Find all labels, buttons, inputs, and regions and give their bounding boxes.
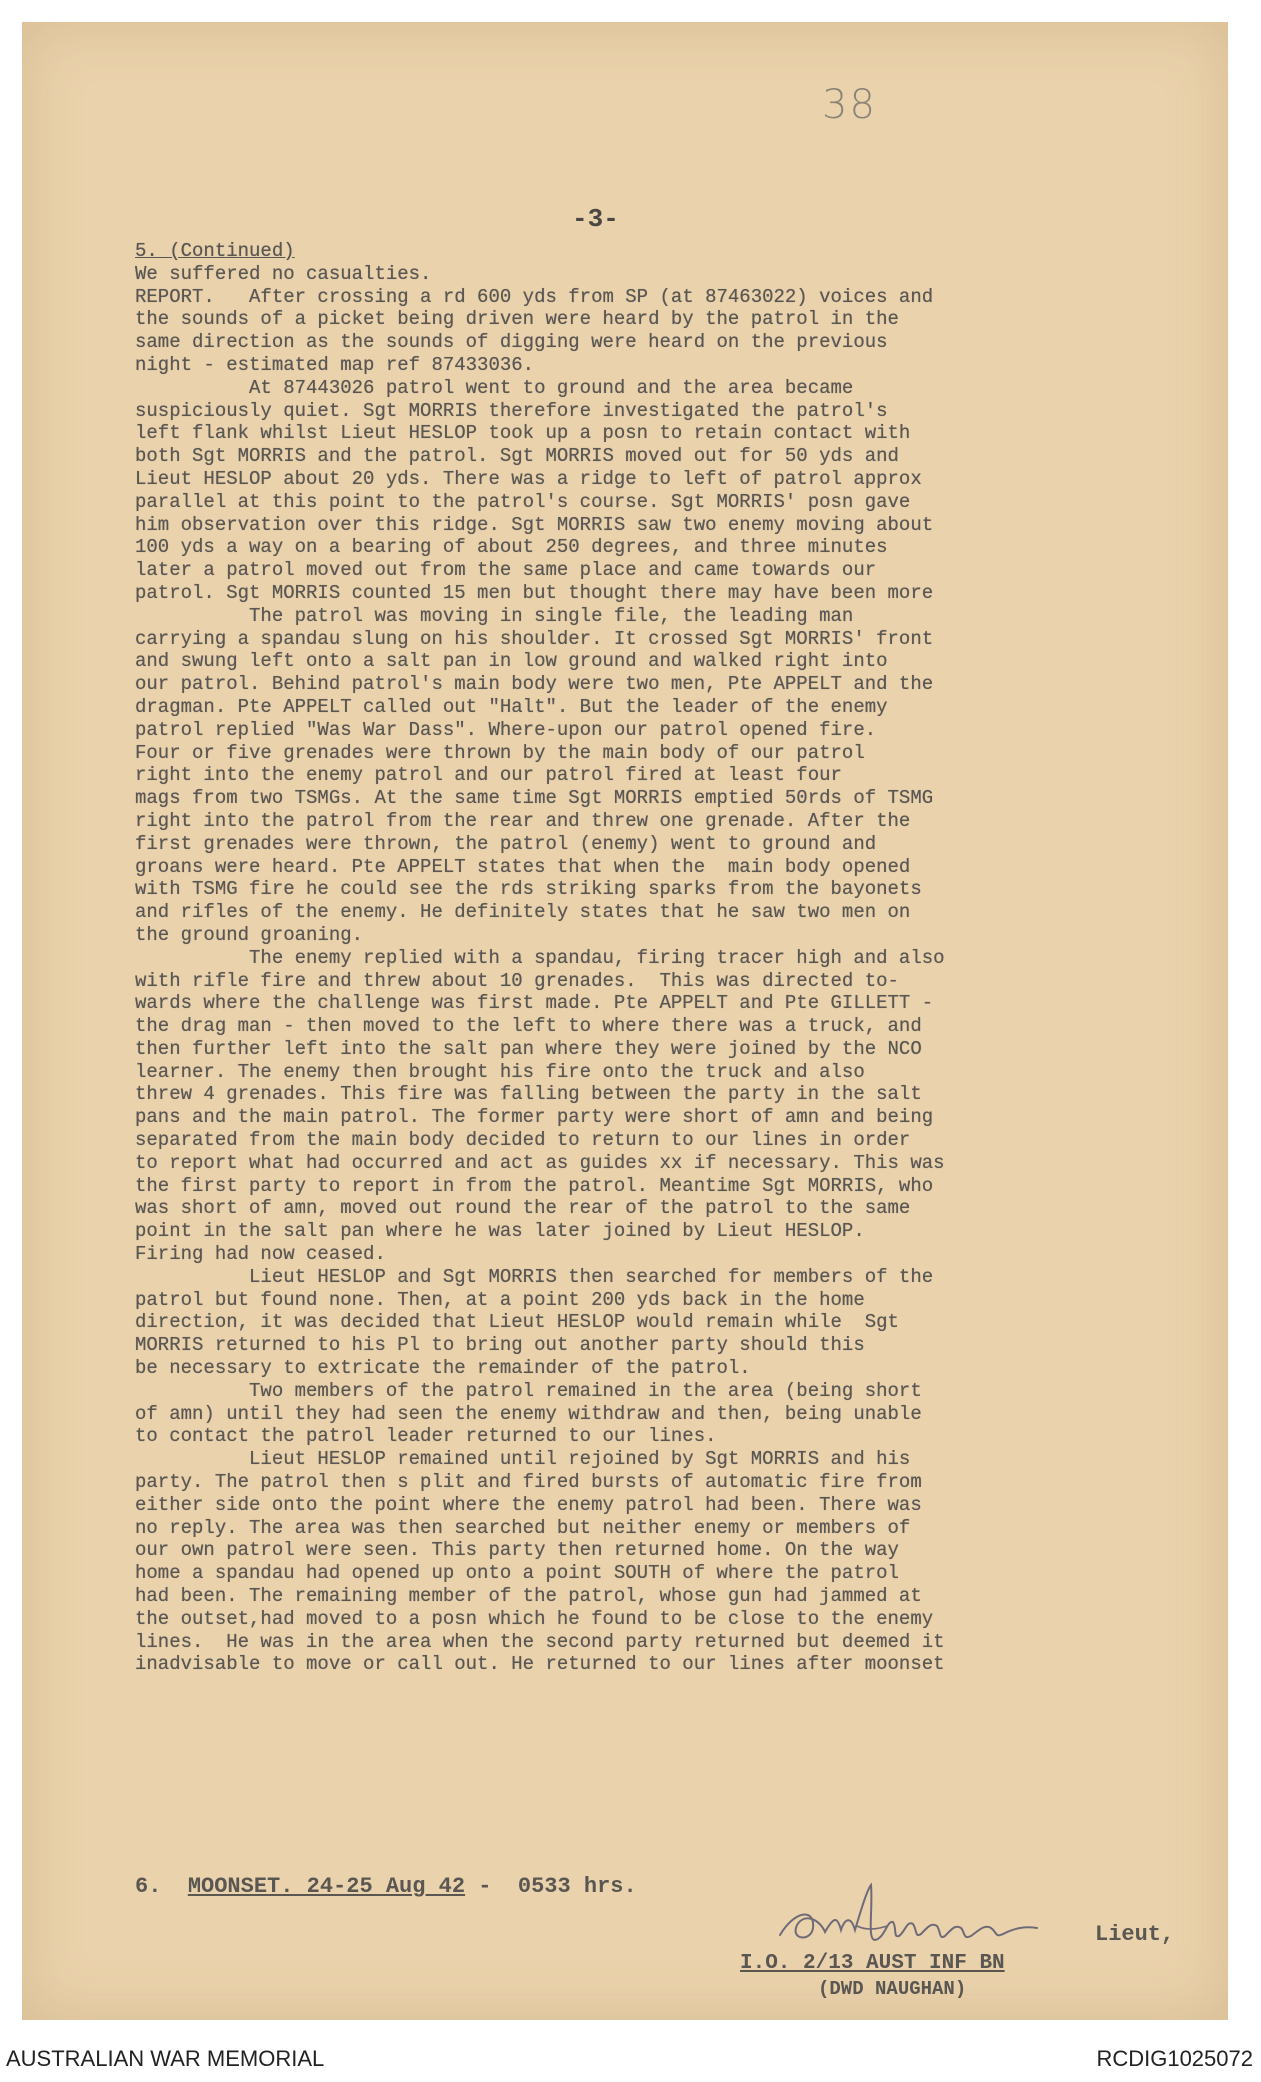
section-6-number: 6. (135, 1874, 162, 1899)
body-line: wards where the challenge was first made. Pte APPELT and Pte GILLETT - (135, 992, 934, 1015)
body-line: 5. (Continued) (135, 240, 295, 262)
body-line: groans were heard. Pte APPELT states that when the main body opened (135, 855, 911, 878)
body-line: the sounds of a picket being driven were heard by the patrol in the (135, 308, 899, 331)
body-line: suspiciously quiet. Sgt MORRIS therefore investigated the patrol's (135, 399, 888, 422)
body-line: inadvisable to move or call out. He returned to our lines after moonset (135, 1653, 945, 1676)
footer-reference-id: RCDIG1025072 (1096, 2046, 1253, 2071)
body-line: lines. He was in the area when the second party returned but deemed it (135, 1630, 945, 1653)
body-line: him observation over this ridge. Sgt MORRIS saw two enemy moving about (135, 513, 934, 536)
body-line: was short of amn, moved out round the rear of the patrol to the same (135, 1197, 911, 1220)
body-line: right into the enemy patrol and our patrol fired at least four (135, 764, 842, 787)
body-line: with TSMG fire he could see the rds striking sparks from the bayonets (135, 878, 922, 901)
body-line: first grenades were thrown, the patrol (enemy) went to ground and (135, 832, 877, 855)
body-line: We suffered no casualties. (135, 262, 432, 285)
body-line: threw 4 grenades. This fire was falling between the party in the salt (135, 1083, 922, 1106)
footer-institution-label: AUSTRALIAN WAR MEMORIAL (6, 2046, 325, 2071)
body-line: and rifles of the enemy. He definitely states that he saw two men on (135, 901, 911, 924)
section-6-time: - 0533 hrs. (465, 1874, 637, 1899)
body-line: point in the salt pan where he was later joined by Lieut HESLOP. (135, 1220, 865, 1243)
body-line: of amn) until they had seen the enemy withdraw and then, being unable (135, 1402, 922, 1425)
body-line: patrol. Sgt MORRIS counted 15 men but thought there may have been more (135, 581, 934, 604)
body-line: both Sgt MORRIS and the patrol. Sgt MORRIS moved out for 50 yds and (135, 445, 899, 468)
body-line: night - estimated map ref 87433036. (135, 353, 535, 376)
section-6-heading (135, 1874, 637, 1899)
body-line: patrol replied "Was War Dass". Where-upon our patrol opened fire. (135, 718, 877, 741)
body-line: Four or five grenades were thrown by the main body of our patrol (135, 741, 865, 764)
body-line: direction, it was decided that Lieut HESLOP would remain while Sgt (135, 1311, 899, 1334)
body-line: The enemy replied with a spandau, firing tracer high and also (135, 946, 945, 969)
body-line: right into the patrol from the rear and threw one grenade. After the (135, 809, 911, 832)
body-line: learner. The enemy then brought his fire onto the truck and also (135, 1060, 865, 1083)
body-line: At 87443026 patrol went to ground and the area became (135, 376, 854, 399)
body-line: be necessary to extricate the remainder of the patrol. (135, 1357, 751, 1380)
body-line: mags from two TSMGs. At the same time Sgt MORRIS emptied 50rds of TSMG (135, 787, 934, 810)
signature-rank: Lieut, (1095, 1922, 1175, 1947)
body-line: to contact the patrol leader returned to our lines. (135, 1425, 717, 1448)
signature-unit: I.O. 2/13 AUST INF BN (740, 1952, 1005, 1975)
body-line: then further left into the salt pan where they were joined by the NCO (135, 1037, 922, 1060)
body-line: Two members of the patrol remained in the area (being short (135, 1379, 922, 1402)
handwritten-folio-number: 38 (822, 82, 877, 128)
report-body-text (135, 240, 1225, 1676)
body-line: the outset,had moved to a posn which he found to be close to the enemy (135, 1607, 934, 1630)
body-line: parallel at this point to the patrol's course. Sgt MORRIS' posn gave (135, 490, 911, 513)
body-line: and swung left onto a salt pan in low ground and walked right into (135, 650, 888, 673)
body-line: dragman. Pte APPELT called out "Halt". But the leader of the enemy (135, 695, 888, 718)
body-line: home a spandau had opened up onto a point SOUTH of where the patrol (135, 1562, 899, 1585)
signature-name: (DWD NAUGHAN) (818, 1978, 967, 2000)
body-line: our patrol. Behind patrol's main body were two men, Pte APPELT and the (135, 673, 934, 696)
handwritten-signature (775, 1880, 1105, 1960)
body-line: later a patrol moved out from the same place and came towards our (135, 559, 877, 582)
body-line: our own patrol were seen. This party then returned home. On the way (135, 1539, 899, 1562)
section-6-title: MOONSET. 24-25 Aug 42 (187, 1874, 466, 1899)
body-line: Lieut HESLOP and Sgt MORRIS then searched for members of the (135, 1265, 934, 1288)
body-line: to report what had occurred and act as guides xx if necessary. This was (135, 1151, 945, 1174)
body-line: 100 yds a way on a bearing of about 250 degrees, and three minutes (135, 536, 888, 559)
body-line: The patrol was moving in single file, the leading man (135, 604, 854, 627)
body-line: pans and the main patrol. The former party were short of amn and being (135, 1106, 934, 1129)
body-line: same direction as the sounds of digging were heard on the previous (135, 331, 888, 354)
body-line: left flank whilst Lieut HESLOP took up a posn to retain contact with (135, 422, 911, 445)
body-line: carrying a spandau slung on his shoulder. It crossed Sgt MORRIS' front (135, 627, 934, 650)
body-line: Lieut HESLOP remained until rejoined by Sgt MORRIS and his (135, 1448, 911, 1471)
body-line: had been. The remaining member of the patrol, whose gun had jammed at (135, 1585, 922, 1608)
body-line: Lieut HESLOP about 20 yds. There was a ridge to left of patrol approx (135, 467, 922, 490)
body-line: party. The patrol then s plit and fired bursts of automatic fire from (135, 1471, 922, 1494)
body-line: REPORT. After crossing a rd 600 yds from SP (at 87463022) voices and (135, 285, 934, 308)
body-line: MORRIS returned to his Pl to bring out another party should this (135, 1334, 865, 1357)
body-line: patrol but found none. Then, at a point 200 yds back in the home (135, 1288, 865, 1311)
body-line: the drag man - then moved to the left to where there was a truck, and (135, 1015, 922, 1038)
body-line: separated from the main body decided to return to our lines in order (135, 1129, 911, 1152)
body-line: the first party to report in from the patrol. Meantime Sgt MORRIS, who (135, 1174, 934, 1197)
body-line: either side onto the point where the enemy patrol had been. There was (135, 1493, 922, 1516)
body-line: with rifle fire and threw about 10 grenades. This was directed to- (135, 969, 899, 992)
body-line: no reply. The area was then searched but neither enemy or members of (135, 1516, 911, 1539)
body-line: Firing had now ceased. (135, 1243, 386, 1266)
body-line: the ground groaning. (135, 923, 364, 946)
page-number: -3- (572, 204, 619, 234)
